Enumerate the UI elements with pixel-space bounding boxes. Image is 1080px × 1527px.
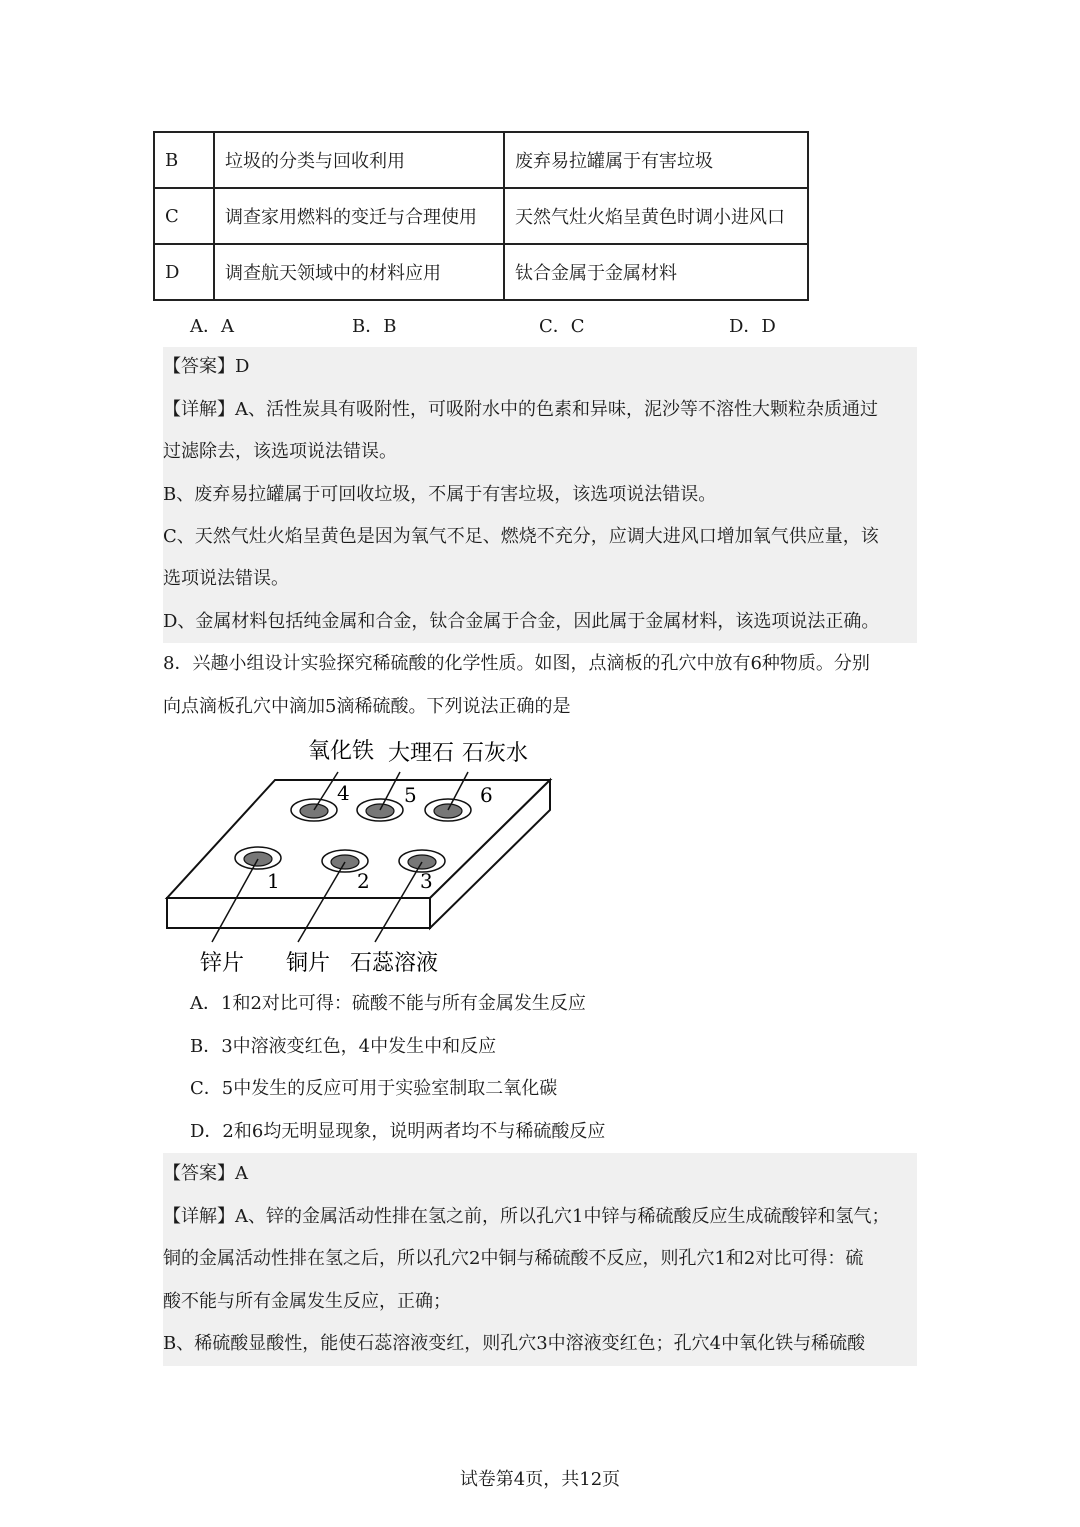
q8-option-a: A．1和2对比可得：硫酸不能与所有金属发生反应 (190, 993, 586, 1014)
row-topic: 调查航天领域中的材料应用 (214, 244, 504, 300)
label-limewater: 石灰水 (462, 741, 529, 766)
choice-b: B．B (352, 316, 397, 337)
q8-explain-line: 【详解】A、锌的金属活动性排在氢之前，所以孔穴1中锌与稀硫酸反应生成硫酸锌和氢气； (163, 1206, 890, 1227)
q7-explain-line: B、废弃易拉罐属于可回收垃圾，不属于有害垃圾，该选项说法错误。 (163, 484, 717, 505)
row-letter: D (154, 244, 214, 300)
q8-explain-line: 酸不能与所有金属发生反应，正确； (163, 1291, 451, 1312)
row-topic: 调查家用燃料的变迁与合理使用 (214, 188, 504, 244)
well-1 (235, 847, 281, 869)
well-number: 2 (357, 869, 370, 893)
row-letter: C (154, 188, 214, 244)
plate-front (167, 898, 430, 928)
row-statement: 天然气灶火焰呈黄色时调小进风口 (504, 188, 808, 244)
well-number: 1 (267, 869, 280, 893)
label-zinc: 锌片 (200, 951, 245, 976)
row-statement: 废弃易拉罐属于有害垃圾 (504, 132, 808, 188)
label-marble: 大理石 (388, 741, 455, 766)
q8-answer: 【答案】A (163, 1163, 248, 1184)
table-row (154, 132, 808, 188)
q8-stem: 8．兴趣小组设计实验探究稀硫酸的化学性质。如图，点滴板的孔穴中放有6种物质。分别 (163, 653, 870, 674)
page-footer: 试卷第4页，共12页 (459, 1469, 621, 1490)
well-number: 5 (404, 783, 417, 807)
well-number: 6 (480, 783, 493, 807)
q7-explain-line: 【详解】A、活性炭具有吸附性，可吸附水中的色素和异味，泥沙等不溶性大颗粒杂质通过 (163, 399, 878, 420)
q8-explain-line: 铜的金属活动性排在氢之后，所以孔穴2中铜与稀硫酸不反应，则孔穴1和2对比可得：硫 (163, 1248, 864, 1269)
choice-d: D．D (729, 316, 776, 337)
q7-explain-line: D、金属材料包括纯金属和合金，钛合金属于合金，因此属于金属材料，该选项说法正确。 (163, 611, 880, 632)
row-letter: B (154, 132, 214, 188)
choice-a: A．A (190, 316, 234, 337)
spot-plate-diagram (160, 730, 560, 980)
row-statement: 钛合金属于金属材料 (504, 244, 808, 300)
q7-explain-line: C、天然气灶火焰呈黄色是因为氧气不足、燃烧不充分，应调大进风口增加氧气供应量，该 (163, 526, 879, 547)
well-number: 4 (337, 781, 350, 805)
q7-explain-line: 过滤除去，该选项说法错误。 (163, 441, 397, 462)
row-topic: 垃圾的分类与回收利用 (214, 132, 504, 188)
label-litmus: 石蕊溶液 (350, 951, 439, 976)
q7-answer: 【答案】D (163, 356, 250, 377)
q8-stem: 向点滴板孔穴中滴加5滴稀硫酸。下列说法正确的是 (163, 696, 571, 717)
choice-c: C．C (539, 316, 585, 337)
q7-explain-line: 选项说法错误。 (163, 568, 289, 589)
options-table (153, 131, 809, 301)
label-copper: 铜片 (286, 951, 331, 976)
table-row (154, 244, 808, 300)
q8-option-b: B．3中溶液变红色，4中发生中和反应 (190, 1036, 497, 1057)
q8-explain-line: B、稀硫酸显酸性，能使石蕊溶液变红，则孔穴3中溶液变红色；孔穴4中氧化铁与稀硫酸 (163, 1333, 866, 1354)
table-row (154, 188, 808, 244)
label-iron-oxide: 氧化铁 (308, 739, 375, 764)
q8-option-c: C．5中发生的反应可用于实验室制取二氧化碳 (190, 1078, 558, 1099)
well-number: 3 (420, 869, 433, 893)
q8-option-d: D．2和6均无明显现象，说明两者均不与稀硫酸反应 (190, 1121, 606, 1142)
